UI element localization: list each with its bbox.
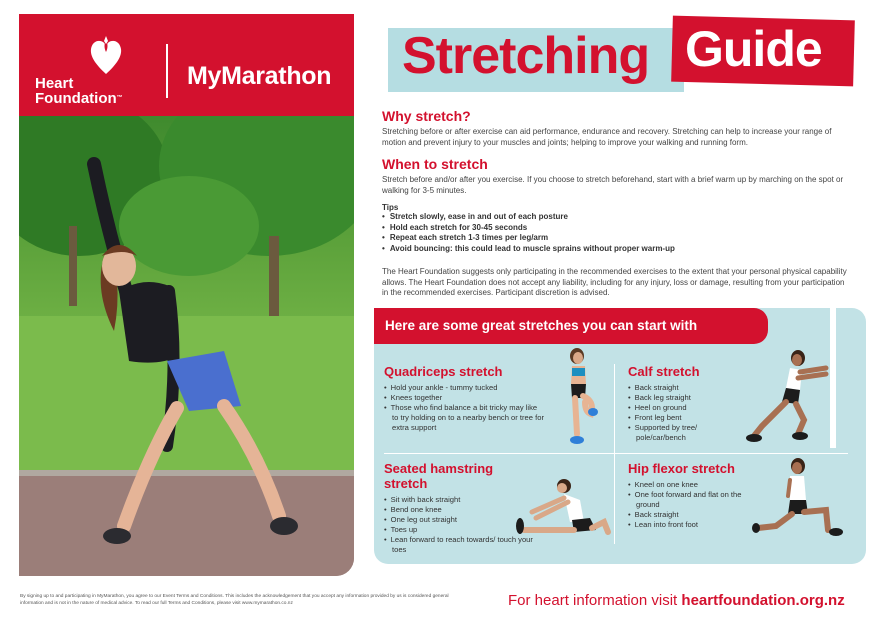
calf-item: • Front leg bent xyxy=(628,413,738,423)
logo-divider xyxy=(166,44,168,98)
calf-item: • Heel on ground xyxy=(628,403,738,413)
panel-divider-vertical xyxy=(614,364,615,544)
hip-flexor-stretch xyxy=(628,461,748,530)
quadriceps-item: • Those who find balance a bit tricky may like to try holding on to a nearby bench or tree for extra support xyxy=(384,403,544,433)
tips-heading: Tips xyxy=(382,203,399,212)
quadriceps-stretch xyxy=(384,364,544,433)
hip-flexor-heading: Hip flexor stretch xyxy=(628,461,735,476)
hamstring-heading: Seated hamstring stretch xyxy=(384,461,494,491)
calf-stretch-figure xyxy=(742,346,832,446)
heart-foundation-logo xyxy=(35,36,147,106)
hip-flexor-item: • Back straight xyxy=(628,510,748,520)
quadriceps-item: • Knees together xyxy=(384,393,544,403)
tip-item: • Hold each stretch for 30-45 seconds xyxy=(382,223,852,234)
heartfoundation-link[interactable]: heartfoundation.org.nz xyxy=(681,592,845,609)
calf-item: • Back leg straight xyxy=(628,393,738,403)
hero-photo-woman-side-stretch xyxy=(19,116,354,576)
title-guide: Guide xyxy=(685,21,822,77)
tip-item: • Repeat each stretch 1-3 times per leg/arm xyxy=(382,233,852,244)
when-stretch-section xyxy=(382,156,852,196)
calf-stretch xyxy=(628,364,738,443)
terms-disclaimer: By signing up to and participating in MyMarathon, you agree to our Event Terms and Conditions. This includes the acknowledgement that you accept any information provided by us is considered general information and is not in the nature of medical advice. To read our full Terms and Conditions, please visit www.mymarathon.co.nz xyxy=(20,594,449,606)
when-stretch-text: Stretch before and/or after you exercise. If you choose to stretch beforehand, start with a brief warm up by marching on the spot or walking for 3-5 minutes. xyxy=(382,175,844,195)
hamstring-item: • Toes up xyxy=(384,525,534,535)
calf-item: • Back straight xyxy=(628,383,738,393)
hip-flexor-item: • Lean into front foot xyxy=(628,520,748,530)
heart-foundation-heart-icon xyxy=(89,36,123,76)
quadriceps-list xyxy=(384,383,544,433)
trademark-symbol: ™ xyxy=(116,95,123,101)
why-stretch-section xyxy=(382,108,852,148)
hamstring-item: • Bend one knee xyxy=(384,505,534,515)
when-stretch-heading: When to stretch xyxy=(382,156,488,172)
hip-flexor-list xyxy=(628,480,748,530)
hero-photo-illustration xyxy=(19,116,354,576)
why-stretch-text: Stretching before or after exercise can aid performance, endurance and recovery. Stretching can help to increase your range of motion and prevent injury to your muscles and joints; helping to improve your walking and running form. xyxy=(382,127,832,147)
stretches-banner-text: Here are some great stretches you can start with xyxy=(385,318,698,333)
title-stretching: Stretching xyxy=(402,27,650,85)
mymarathon-logo: MyMarathon xyxy=(187,62,332,90)
heart-foundation-line1: Heart xyxy=(35,75,74,92)
brand-header xyxy=(19,14,354,116)
footer-call-to-action xyxy=(508,592,845,609)
tip-item: • Stretch slowly, ease in and out of each posture xyxy=(382,212,852,223)
hamstring-item: • One leg out straight xyxy=(384,515,534,525)
hip-flexor-figure xyxy=(752,456,848,542)
liability-text: The Heart Foundation suggests only participating in the recommended exercises to the extent that your personal physical capability allows. The Heart Foundation does not accept any liability, including for any injury, loss or damage, resulting from your participation in the recommended exercises. Participant discretion is advised. xyxy=(382,267,847,297)
why-stretch-heading: Why stretch? xyxy=(382,108,471,124)
calf-list xyxy=(628,383,738,443)
hip-flexor-item: • Kneel on one knee xyxy=(628,480,748,490)
calf-item: • Supported by tree/ pole/car/bench xyxy=(628,423,738,443)
tips-section xyxy=(382,203,852,254)
tip-item: • Avoid bouncing: this could lead to muscle sprains without proper warm-up xyxy=(382,244,852,255)
hamstring-item: • Sit with back straight xyxy=(384,495,534,505)
hamstring-item: • Lean forward to reach towards/ touch your toes xyxy=(384,535,534,555)
liability-section xyxy=(382,267,852,299)
quadriceps-stretch-figure xyxy=(555,346,605,448)
panel-divider-horizontal xyxy=(384,453,848,454)
quadriceps-item: • Hold your ankle - tummy tucked xyxy=(384,383,544,393)
tips-list xyxy=(382,212,852,254)
footer-cta-prefix: For heart information visit xyxy=(508,592,682,609)
hip-flexor-item: • One foot forward and flat on the ground xyxy=(628,490,748,510)
seated-hamstring-figure xyxy=(512,474,612,544)
quadriceps-heading: Quadriceps stretch xyxy=(384,364,503,379)
calf-heading: Calf stretch xyxy=(628,364,700,379)
heart-foundation-line2: Foundation xyxy=(35,90,117,107)
